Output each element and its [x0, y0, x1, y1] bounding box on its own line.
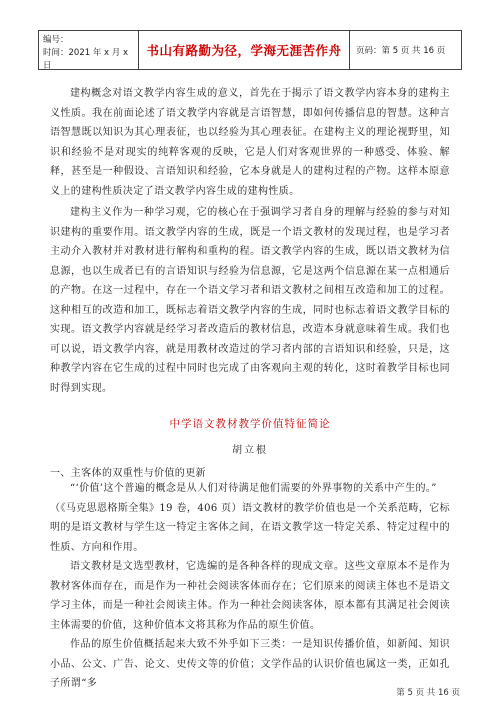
header-left-cell — [39, 31, 139, 69]
paragraph: 建构主义作为一种学习观，它的核心在于强调学习者自身的理解与经验的参与对知识建构的重要作用。语文教学内容的生成，既是一个语文教材的发现过程，也是学习者主动介入教材并对教材进行解构和重构的程。语文教学内容的生成，既以语文教材为信息源，也以生成者已有的言语知识与经验为信息源，它是这两个信息源在某一点相通后的产物。在这一过程中，存在一个语文学习者和语文教材之间相互改造和加工的过程。这种相互的改造和加工，既标志着语文教学内容的生成，同时也标志着语文教学目标的实现。语文教学内容就是经学习者改造后的教材信息，改造本身就意味着生成。我们也可以说，语文教学内容，就是用教材改造过的学习者内部的言语知识和经验，只是，这种教学内容在它生成的过程中同时也完成了由客观向主观的转化，这时着教学目标也同时得到实现。 — [50, 207, 450, 394]
document-body — [50, 84, 450, 694]
author-name: 胡立根 — [232, 445, 268, 456]
serial-label: 编号： — [43, 35, 69, 45]
subsection-heading: 一、主客体的双重性与价值的更新 — [50, 468, 206, 479]
header-table — [38, 30, 462, 70]
header-motto: 书山有路勤为径，学海无涯苦作舟 — [139, 31, 350, 69]
paragraph: “‘价值’这个普遍的概念是从人们对待满足他们需要的外界事物的关系中产生的。” — [70, 483, 437, 494]
page-footer: 第 5 页 共 16 页 — [396, 688, 460, 698]
paragraph: 建构概念对语文教学内容生成的意义，首先在于揭示了语文教学内容本身的建构主义性质。我在前面论述了语文教学内容就是言语智慧，即如何传播信息的智慧。这种言语智慧既以知识为其心理表征，也以经验为其心理表征。在建构主义的理论视野里，知识和经验不是对现实的纯粹客观的反映，它是人们对客观世界的一种感受、体验、解释，甚至是一种假设、言语知识和经验，它本身就是人的建构过程的产物。这样本原意义上的建构性质决定了语文教学内容生成的建构性质。 — [50, 88, 450, 197]
paragraph: 语文教材是文选型教材，它选编的是各种各样的现成文章。这些文章原本不是作为教材客体而存在，而是作为一种社会阅读客体而存在；它们原来的阅读主体也不是语文学习主体，而是一种社会阅读主体。作为一种社会阅读客体，原本都有其满足社会阅读主体需要的价值，这种价值本文将其称为作品的原生价值。 — [50, 561, 450, 631]
header-page-info: 页码：第 5 页 共 16 页 — [356, 46, 446, 56]
section-title: 中学语文教材教学价值特征简论 — [169, 418, 331, 430]
paragraph: 作品的原生价值概括起来大致不外乎如下三类：一是知识传播价值，如新闻、知识小品、公文、广告、论文、史传文等的价值；文学作品的认识价值也属这一类，正如孔子所谓“多 — [50, 639, 450, 689]
time-label: 时间：2021 年 x 月 x 日 — [43, 48, 129, 71]
paragraph: （《马克思恩格斯全集》19 卷，406 页）语文教材的教学价值也是一个关系范畴，它标明的是语文教材与学生这一特定主客体之间，在语文教学这一特定关系、特定过程中的性质、方向和作用。 — [50, 502, 450, 553]
